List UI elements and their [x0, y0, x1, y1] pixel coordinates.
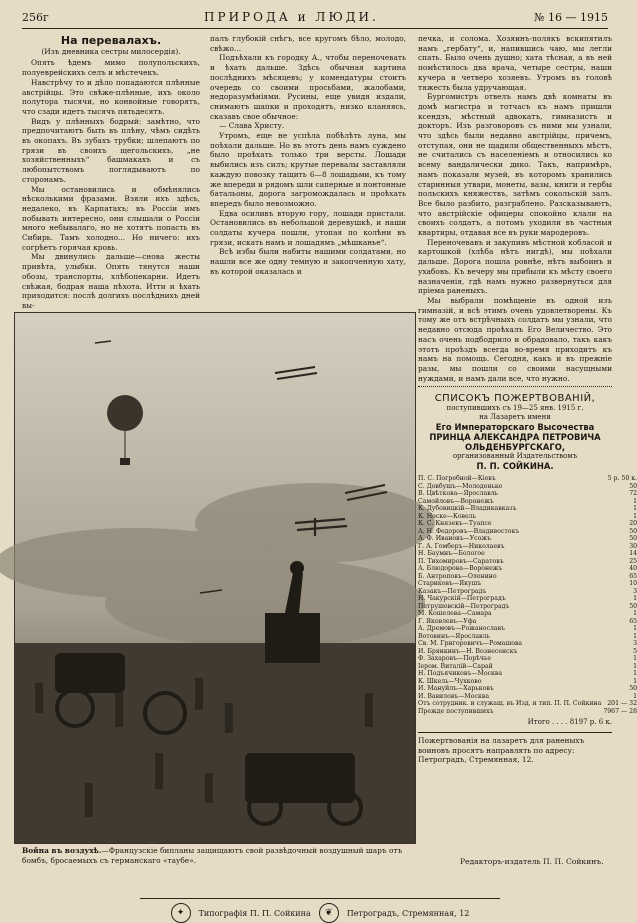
donor-amount: 5 — [633, 647, 637, 655]
donor-amount: 1 — [633, 662, 637, 670]
paragraph: Утромъ, еще не успѣла побѣлѣть луна, мы поѣхали дальше. Но въ этотъ день намъ суждено было проѣхать только три версты. Лошади выбились изъ силъ; крутые перевалы заставляли каждую повозку тащить 6—8 лошадьми, къ тому же впереди и рядомъ шли саперные и понтонные батальоны, дорога загромождалась и проѣхать впередъ было невозможно. — [210, 131, 406, 208]
paragraph: Подъѣхали къ городку А., чтобы переночевать и ѣхать дальше. Здѣсь обычная картина послѣднихъ мѣсяцевъ; у комендатуры стоитъ очередь со своими просьбами, жалобами, недоразумѣніями. Русины, еще увидя издали, снимаютъ шапки и проходятъ, низко кланяясь, сказавъ свое обычное: — [210, 53, 406, 121]
donation-row — [418, 640, 637, 648]
donor-name: И. Вавиловъ—Москва — [418, 692, 490, 700]
donor-name: Ф. Захаровъ—Порѣчье — [418, 655, 492, 662]
donor-name: В. Цвѣткова—Ярославль — [418, 490, 499, 497]
donor-amount: 1 — [633, 625, 637, 632]
donation-row — [418, 558, 637, 566]
donor-name: Іером. Виталій—Сарай — [418, 662, 493, 670]
donor-name: А. Дремовъ—Рожанославъ — [418, 625, 506, 632]
donor-amount: 72 — [629, 490, 637, 497]
donation-row — [418, 610, 637, 618]
donor-amount: 50 — [629, 482, 637, 490]
paragraph: Видъ у плѣнныхъ бодрый: замѣтно, что предпочитаютъ быть въ плѣну, чѣмъ сидѣть въ окопахъ. Въ зубахъ трубки; шлепаютъ по грязи въ своихъ щегольскихъ, „не хозяйственныхъ“ башмакахъ и съ любопытствомъ поглядываютъ по сторонамъ. — [22, 116, 200, 184]
donation-row — [418, 595, 637, 603]
donation-title: СПИСОКЪ ПОЖЕРТВОВАНІЙ, — [434, 393, 596, 404]
donor-name: Казакъ—Петроградъ — [418, 587, 487, 595]
donor-amount: 1 — [633, 610, 637, 617]
donation-row — [418, 505, 637, 513]
donor-name: Г. Яковлевъ—Уфа — [418, 617, 477, 625]
caption-text: —Французскіе бипланы защищаютъ свой развѣдочный воздушный шаръ отъ бомбъ, бросаемыхъ съ германскаго «таубе». — [22, 846, 403, 865]
paragraph: Мы выбрали помѣщеніе въ одной изъ гимназій, и всѣ этимъ очень удовлетворены. Къ тому же отъ встрѣчныхъ солдатъ мы узнали, что недавно отсюда проѣхалъ Его Величество. Это насъ очень подбодрило и обрадовало, такъ какъ этотъ проѣздъ всегда во-время приходитъ къ намъ на помощь. Сегодня, какъ и въ прежніе разы, мы пошли со своими насущными нуждами, и намъ дали все, что нужно. — [418, 295, 612, 383]
donor-name: И. Мануйлъ—Харьковъ — [418, 685, 494, 692]
total-value: 8197 р. 6 к. — [569, 718, 612, 726]
donor-amount: 10 — [629, 580, 637, 587]
donor-amount: 40 — [629, 565, 637, 572]
issue-number: № 16 — 1915 — [534, 10, 608, 24]
donor-name: Прежде поступившихъ — [418, 707, 494, 715]
donation-row — [418, 708, 637, 716]
photo-caption — [22, 846, 418, 866]
donor-amount: 65 — [629, 617, 637, 625]
donation-row — [418, 565, 637, 573]
donation-row — [418, 580, 637, 588]
article-subtitle: (Изъ дневника сестры милосердія). — [41, 46, 181, 56]
donor-amount: 1 — [633, 655, 637, 662]
editor-line: Редакторъ-издатель П. П. Сойкинъ. — [460, 857, 604, 866]
donor-name: М. Кошелева—Самара — [418, 610, 492, 617]
donor-amount: 50 — [629, 527, 637, 535]
paragraph: Бургомистръ отвелъ намъ двѣ комнаты въ домѣ магистра и тотчасъ къ намъ пришли ксендзъ, мѣстный адвокатъ, гимназистъ и докторъ. Изъ разговоровъ съ ними мы узнали, что здѣсь были недавно австрійцы, причемъ, отступая, они не щадили общественныхъ мѣстъ, не считались съ населеніемъ и относились ко всему вандалически дико. Такъ, напримѣръ, намъ показали музей, въ которомъ хранились старинныя утвари, монеты, вазы, книги и гербы польскихъ княжествъ, затѣмъ сокольскій залъ. Все было разбито, разграблено. Разсказываютъ, что австрійскіе офицеры спокойно клали на своихъ солдатъ, а потомъ уходили въ частныя квартиры, отдавая все въ руки мародеровъ. — [418, 92, 612, 238]
donor-amount: 30 — [629, 542, 637, 550]
donation-total: Итого . . . . 8197 р. 6 к. — [527, 718, 612, 726]
donation-row — [418, 588, 637, 596]
paragraph: Мы остановились и обмѣнялись нѣсколькими фразами. Взяли ихъ здѣсь, недалеко, въ Карпатахъ; въ Россіи имъ побывать интересно, они слышали о Россіи много небывалаго, но не хотятъ попасть въ Сибирь. Тамъ холодно... Но ничего: ихъ согрѣетъ горячая кровь. — [22, 184, 200, 252]
donor-amount: 1 — [633, 670, 637, 677]
article-column-3 — [418, 34, 612, 382]
donation-row — [418, 693, 637, 701]
donor-amount: 3 — [633, 640, 637, 647]
donation-period: поступившихъ съ 19—25 янв. 1915 г. — [446, 404, 584, 412]
donation-for: на Лазаретъ имени — [479, 413, 551, 421]
donor-amount: 1 — [633, 595, 637, 602]
donation-row — [418, 520, 637, 528]
donor-name: А. Ф. Ивановъ—Усожъ — [418, 535, 492, 542]
divider — [418, 386, 612, 387]
donor-name: К. Дубовицкій—Владикавказъ — [418, 505, 517, 512]
paragraph: Навстрѣчу то и дѣло попадаются плѣнные австрійцы. Это свѣже-плѣнные, ихъ около полутора тысячи, но конвойные говорятъ, что сзади идетъ тысячъ пятьдесятъ. — [22, 77, 200, 116]
donor-amount: 201 — 32 — [607, 700, 637, 707]
donor-name: Петрушевскій—Петроградъ — [418, 602, 510, 610]
donation-note: Пожертвованія на лазаретъ для раненыхъ воиновъ просятъ направлять по адресу: Петроградъ, Стремянная, 12. — [418, 732, 612, 765]
donation-row — [418, 678, 637, 686]
paragraph: палъ глубокій снѣгъ, все кругомъ бѣло, молодо, свѣжо... — [210, 34, 406, 53]
magazine-title: ПРИРОДА и ЛЮДИ. — [204, 10, 379, 24]
donor-amount: 25 — [629, 557, 637, 565]
crest-icon: ✦ — [171, 903, 191, 923]
donor-name: А. Н. Федоровъ—Владивостокъ — [418, 527, 520, 535]
paragraph: — Слава Христу. — [219, 121, 285, 131]
donation-row — [418, 475, 637, 483]
paragraph: Опять ѣдемъ мимо полупольскихъ, полуеврейскихъ селъ и мѣстечекъ. — [22, 58, 200, 78]
page-header — [22, 6, 608, 29]
donation-row — [418, 625, 637, 633]
article-title: На перевалахъ. — [60, 34, 162, 47]
donor-amount: 20 — [629, 520, 637, 527]
donation-row — [418, 700, 637, 708]
donor-amount: 1 — [633, 512, 637, 520]
donor-amount: 1 — [633, 677, 637, 685]
war-photo — [14, 312, 416, 844]
donor-name: Н. Подъячиковъ—Москва — [418, 670, 503, 677]
donor-name: К. С. Князевъ—Туапсе — [418, 520, 492, 527]
donation-row — [418, 490, 637, 498]
donation-row — [418, 550, 637, 558]
donation-row — [418, 670, 637, 678]
donor-name: Г. А. Гомберъ—Николаевъ — [418, 542, 505, 550]
total-label: Итого — [527, 718, 550, 726]
donor-name: Стариковъ—Якушъ — [418, 580, 482, 587]
donor-amount: 50 — [629, 685, 637, 692]
donation-row — [418, 535, 637, 543]
patron-line-2: ПРИНЦА АЛЕКСАНДРА ПЕТРОВИЧА — [429, 432, 601, 442]
paragraph: Переночевавъ и закупивъ мѣстной кобласой и картошкой (хлѣба нѣтъ нигдѣ), мы поѣхали дальше. Дорога пошла ровнѣе, нѣтъ выбоинъ и ухабовъ. Къ вечеру мы прибыли къ мѣсту своего назначенія, гдѣ намъ нужно развернуться для пріема раненыхъ. — [418, 237, 612, 296]
donation-row — [418, 573, 637, 581]
donor-amount: 7967 — 28 — [603, 707, 637, 715]
donor-name: А. Блюдорова—Воронежъ — [418, 565, 503, 572]
donation-row — [418, 655, 637, 663]
patron-line-1: Его Императорскаго Высочества — [435, 422, 595, 432]
emblem-icon: ❦ — [319, 903, 339, 923]
donor-amount: 50 — [629, 602, 637, 610]
donor-amount: 1 — [633, 505, 637, 512]
donation-row — [418, 663, 637, 671]
donation-row — [418, 528, 637, 536]
donation-row — [418, 618, 637, 626]
donor-name: К. Шкель—Чухково — [418, 677, 482, 685]
donor-name: И. Брянкинъ—Н. Вознесенскъ — [418, 647, 518, 655]
paragraph: Всѣ избы были набиты нашими солдатами, но нашли все же одну темную и закопченную хату, въ которой оказалась и — [210, 247, 406, 276]
donor-name: Н. Баумнъ—Бологое — [418, 550, 485, 557]
donor-amount: 1 — [633, 632, 637, 640]
donor-name: Н. Чакурскій—Петроградъ — [418, 595, 506, 602]
war-illustration — [15, 313, 415, 843]
donation-row — [418, 603, 637, 611]
donor-name: Самойловъ—Воронежъ — [418, 497, 494, 505]
donor-amount: 65 — [629, 572, 637, 580]
donor-amount: 3 — [633, 587, 637, 595]
donor-name: С. Довбушъ—Молоденьке — [418, 482, 503, 490]
caption-title: Война въ воздухѣ. — [22, 846, 102, 855]
donor-name: П. Тихомировъ—Саратовъ — [418, 557, 504, 565]
donation-row — [418, 633, 637, 641]
donation-list — [418, 384, 637, 765]
donor-name: Отъ сотрудник. и служащ. въ Изд. и тип. П. П. Сойкина — [418, 700, 602, 707]
donor-name: Вотовинъ—Ярославль — [418, 632, 490, 640]
donation-row — [418, 483, 637, 491]
paragraph: Едва осиливъ вторую гору, лошади пристали. Остановились въ небольшой деревушкѣ, и наши солдаты кучера пошли, утопая по колѣни въ грязи, искать намъ и лошадямъ „мѣшканье“. — [210, 208, 406, 247]
donor-amount: 14 — [629, 550, 637, 557]
patron-line-3: ОЛЬДЕНБУРГСКАГО, — [464, 442, 566, 452]
donor-name: К. Носке—Ковель — [418, 512, 476, 520]
donation-row — [418, 513, 637, 521]
donation-row — [418, 543, 637, 551]
organized-by: организованный Издательствомъ — [452, 452, 578, 460]
paragraph: Мы двинулись дальше—снова жесты привѣта, улыбки. Опять тянутся наши обозы, транспорты, хлѣбопекарни. Идетъ свѣжая, бодрая наша пѣхота. Итти и ѣхать приходится: послѣ долгихъ послѣднихъ дней вы- — [22, 252, 200, 310]
donor-amount: 5 р. 50 к. — [607, 475, 637, 482]
footer-printer: Типографія П. П. Сойкина — [198, 908, 311, 918]
donation-row — [418, 685, 637, 693]
article-column-1 — [22, 34, 200, 311]
donor-amount: 1 — [633, 497, 637, 505]
publisher-name: П. П. СОЙКИНА. — [476, 461, 554, 471]
page-footer — [140, 898, 500, 923]
article-column-2 — [210, 34, 406, 277]
page-number: 256г — [22, 10, 49, 24]
paragraph: печка, и солома. Хозяинъ-полякъ вскипятилъ намъ „гербату“, и, напившись чаю, мы легли спать. Было очень душно; хата тѣсная, а въ ней помѣстилось два врача, четыре сестры, наши кучера и четверо хозяевъ. Утромъ въ головѣ тяжесть была удручающая. — [418, 34, 612, 92]
donor-name: П. С. Погребной—Кіевъ — [418, 475, 496, 482]
footer-address: Петроградъ, Стремянная, 12 — [346, 908, 470, 918]
donor-name: Св. М. Григоровичъ—Ромашова — [418, 640, 523, 647]
donor-name: Б. Антроповъ—Оленино — [418, 572, 497, 580]
donor-amount: 1 — [633, 692, 637, 700]
donation-row — [418, 648, 637, 656]
donation-row — [418, 498, 637, 506]
donor-amount: 50 — [629, 535, 637, 542]
donation-table — [418, 475, 637, 715]
